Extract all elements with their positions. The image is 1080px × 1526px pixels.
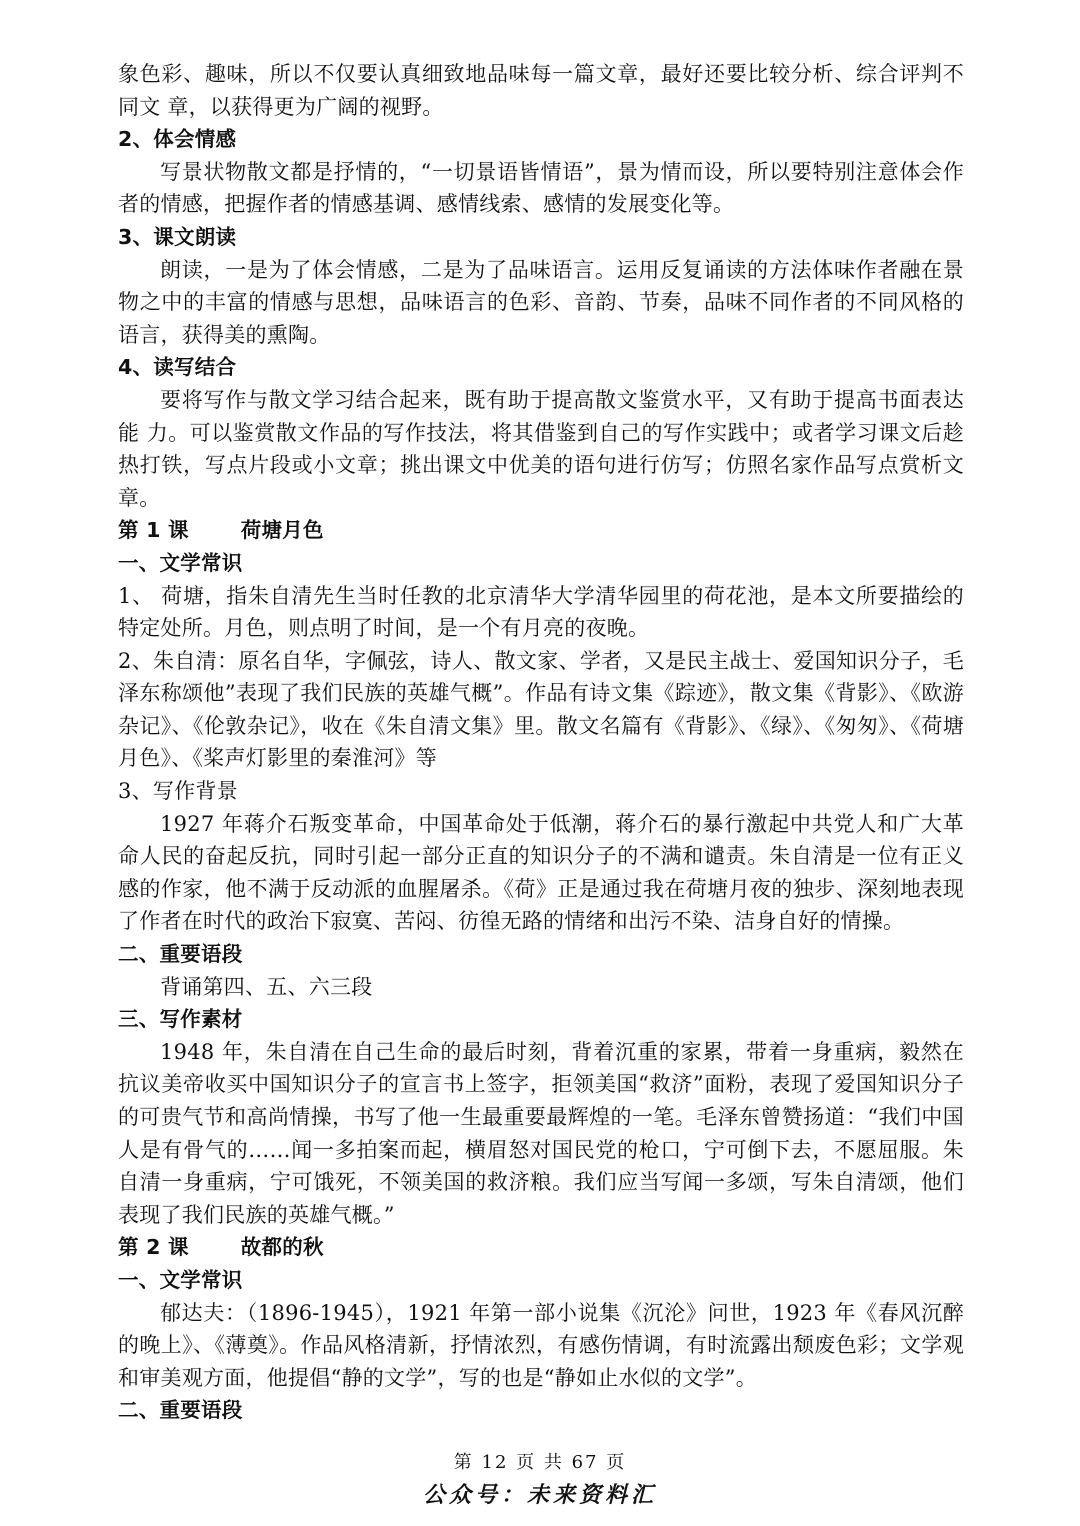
- paragraph: 郁达夫：（1896-1945），1921 年第一部小说集《沉沦》问世，1923 年《春风沉醉的晚上》、《薄奠》。作品风格清新，抒情浓烈，有感伤情调，有时流露出颓废色彩；文学观和审美观方面，他提倡“静的文学”，写的也是“静如止水似的文学”。: [118, 1300, 964, 1390]
- page-number: 第 12 页 共 67 页: [453, 1452, 627, 1473]
- paragraph: 1927 年蒋介石叛变革命，中国革命处于低潮，蒋介石的暴行激起中共党人和广大革命人民的奋起反抗，同时引起一部分正直的知识分子的不满和谴责。朱自清是一位有正义感的作家，他不满于反动派的血腥屠杀。《荷》正是通过我在荷塘月夜的独步、深刻地表现了作者在时代的政治下寂寞、苦闷、彷徨无路的情绪和出污不染、洁身自好的情操。: [118, 811, 964, 934]
- lesson-number: 第 2 课: [118, 1235, 189, 1260]
- section-heading: 一、文学常识: [118, 550, 243, 575]
- section-heading: 三、写作素材: [118, 1007, 243, 1032]
- brand-footer: 公众号：未来资料汇: [422, 1482, 657, 1508]
- lesson-name: 荷塘月色: [240, 518, 324, 543]
- lesson-number: 第 1 课: [118, 518, 189, 543]
- section-heading: 2、体会情感: [118, 127, 237, 152]
- section-heading: 二、重要语段: [118, 1398, 243, 1423]
- section-heading: 3、课文朗读: [118, 224, 237, 249]
- paragraph: 象色彩、趣味，所以不仅要认真细致地品味每一篇文章，最好还要比较分析、综合评判不同文 章，以获得更为广阔的视野。: [118, 62, 964, 119]
- paragraph: 背诵第四、五、六三段: [160, 974, 373, 999]
- paragraph: 写景状物散文都是抒情的，“一切景语皆情语”，景为情而设，所以要特别注意体会作者的情感，把握作者的情感基调、感情线索、感情的发展变化等。: [118, 159, 964, 217]
- document-page: [118, 58, 964, 1427]
- section-heading: 二、重要语段: [118, 942, 243, 967]
- paragraph: 1、 荷塘，指朱自清先生当时任教的北京清华大学清华园里的荷花池，是本文所要描绘的特定处所。月色，则点明了时间，是一个有月亮的夜晚。: [118, 583, 964, 641]
- paragraph: 朗读，一是为了体会情感，二是为了品味语言。运用反复诵读的方法体味作者融在景物之中的丰富的情感与思想，品味语言的色彩、音韵、节奏，品味不同作者的不同风格的语言，获得美的熏陶。: [118, 257, 964, 347]
- paragraph: 要将写作与散文学习结合起来，既有助于提高散文鉴赏水平，又有助于提高书面表达能 力。可以鉴赏散文作品的写作技法，将其借鉴到自己的写作实践中；或者学习课文后趁热打铁，写点片段或小文章；挑出课文中优美的语句进行仿写；仿照名家作品写点赏析文章。: [118, 387, 964, 510]
- paragraph: 2、朱自清：原名自华，字佩弦，诗人、散文家、学者，又是民主战士、爱国知识分子，毛泽东称颂他”表现了我们民族的英雄气概”。作品有诗文集《踪迹》，散文集《背影》、《欧游杂记》、《伦敦杂记》，收在《朱自清文集》里。散文名篇有《背影》、《绿》、《匆匆》、《荷塘月色》、《桨声灯影里的秦淮河》等: [118, 648, 964, 771]
- section-heading: 一、文学常识: [118, 1267, 243, 1292]
- subsection-title: 3、写作背景: [118, 779, 238, 804]
- lesson-name: 故都的秋: [240, 1235, 324, 1260]
- lesson-title: [118, 514, 964, 547]
- section-heading: 4、读写结合: [118, 355, 237, 380]
- paragraph: 1948 年，朱自清在自己生命的最后时刻，背着沉重的家累，带着一身重病，毅然在抗议美帝收买中国知识分子的宣言书上签字，拒领美国“救济”面粉，表现了爱国知识分子的可贵气节和高尚情操，书写了他一生最重要最辉煌的一笔。毛泽东曾赞扬道：“我们中国人是有骨气的……闻一多拍案而起，横眉怒对国民党的枪口，宁可倒下去，不愿屈服。朱自清一身重病，宁可饿死，不领美国的救济粮。我们应当写闻一多颂，写朱自清颂，他们表现了我们民族的英雄气概。”: [118, 1039, 964, 1227]
- lesson-title: [118, 1231, 964, 1264]
